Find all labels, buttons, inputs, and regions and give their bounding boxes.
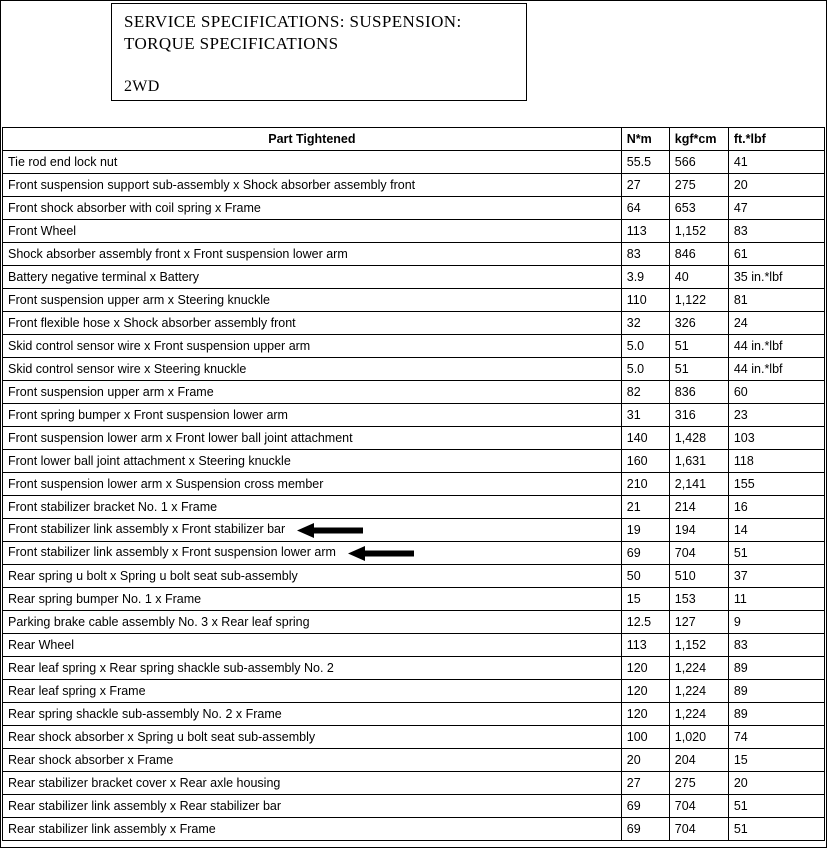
- part-tightened-text: Front stabilizer link assembly x Front suspension lower arm: [8, 545, 336, 560]
- kgfcm-value-cell: 510: [669, 565, 728, 588]
- kgfcm-value-cell: 1,224: [669, 703, 728, 726]
- table-row: [3, 266, 825, 289]
- part-tightened-cell: [3, 381, 622, 404]
- nm-value-cell: 120: [621, 680, 669, 703]
- part-tightened-cell: [3, 634, 622, 657]
- table-row: [3, 772, 825, 795]
- part-tightened-cell: [3, 519, 622, 542]
- part-tightened-cell: [3, 542, 622, 565]
- page-title-line2: TORQUE SPECIFICATIONS: [124, 34, 339, 53]
- part-tightened-text: Rear stabilizer link assembly x Frame: [8, 822, 216, 836]
- part-tightened-text: Rear shock absorber x Spring u bolt seat sub-assembly: [8, 730, 316, 744]
- table-row: [3, 726, 825, 749]
- part-tightened-cell: [3, 657, 622, 680]
- part-tightened-text: Front stabilizer bracket No. 1 x Frame: [8, 500, 218, 514]
- ftlbf-value-cell: 89: [728, 703, 824, 726]
- part-tightened-text: Tie rod end lock nut: [8, 155, 118, 169]
- kgfcm-value-cell: 846: [669, 243, 728, 266]
- part-tightened-cell: [3, 335, 622, 358]
- nm-value-cell: 140: [621, 427, 669, 450]
- part-tightened-text: Rear shock absorber x Frame: [8, 753, 174, 767]
- kgfcm-value-cell: 1,631: [669, 450, 728, 473]
- part-tightened-cell: [3, 703, 622, 726]
- nm-value-cell: 21: [621, 496, 669, 519]
- part-tightened-cell: [3, 243, 622, 266]
- part-tightened-text: Rear leaf spring x Frame: [8, 684, 146, 698]
- part-tightened-cell: [3, 174, 622, 197]
- nm-value-cell: 50: [621, 565, 669, 588]
- table-row: [3, 427, 825, 450]
- nm-value-cell: 12.5: [621, 611, 669, 634]
- table-row: [3, 680, 825, 703]
- part-tightened-text: Front suspension lower arm x Front lower ball joint attachment: [8, 431, 353, 445]
- nm-value-cell: 31: [621, 404, 669, 427]
- title-box: [111, 3, 527, 101]
- nm-value-cell: 100: [621, 726, 669, 749]
- pointer-arrow-icon: [348, 546, 414, 561]
- part-tightened-text: Rear spring shackle sub-assembly No. 2 x Frame: [8, 707, 282, 721]
- nm-value-cell: 32: [621, 312, 669, 335]
- ftlbf-value-cell: 81: [728, 289, 824, 312]
- table-row: [3, 795, 825, 818]
- ftlbf-value-cell: 16: [728, 496, 824, 519]
- table-row: [3, 749, 825, 772]
- kgfcm-value-cell: 204: [669, 749, 728, 772]
- nm-value-cell: 5.0: [621, 358, 669, 381]
- kgfcm-value-cell: 194: [669, 519, 728, 542]
- kgfcm-value-cell: 40: [669, 266, 728, 289]
- table-row: [3, 703, 825, 726]
- kgfcm-value-cell: 836: [669, 381, 728, 404]
- nm-value-cell: 64: [621, 197, 669, 220]
- kgfcm-value-cell: 1,224: [669, 680, 728, 703]
- part-tightened-cell: [3, 197, 622, 220]
- nm-value-cell: 210: [621, 473, 669, 496]
- part-tightened-text: Rear spring u bolt x Spring u bolt seat sub-assembly: [8, 569, 298, 583]
- part-tightened-cell: [3, 473, 622, 496]
- kgfcm-value-cell: 153: [669, 588, 728, 611]
- table-row: [3, 519, 825, 542]
- table-row: [3, 588, 825, 611]
- column-header-nm: N*m: [621, 128, 669, 151]
- table-row: [3, 289, 825, 312]
- part-tightened-cell: [3, 404, 622, 427]
- column-header-part-tightened: Part Tightened: [3, 128, 622, 151]
- ftlbf-value-cell: 51: [728, 542, 824, 565]
- table-row: [3, 565, 825, 588]
- nm-value-cell: 82: [621, 381, 669, 404]
- ftlbf-value-cell: 51: [728, 795, 824, 818]
- part-tightened-cell: [3, 289, 622, 312]
- table-row: [3, 335, 825, 358]
- ftlbf-value-cell: 37: [728, 565, 824, 588]
- ftlbf-value-cell: 51: [728, 818, 824, 841]
- kgfcm-value-cell: 51: [669, 335, 728, 358]
- table-row: [3, 312, 825, 335]
- kgfcm-value-cell: 1,122: [669, 289, 728, 312]
- table-row: [3, 151, 825, 174]
- kgfcm-value-cell: 1,152: [669, 220, 728, 243]
- part-tightened-cell: [3, 358, 622, 381]
- drivetrain-label: 2WD: [124, 78, 160, 95]
- table-row: [3, 404, 825, 427]
- part-tightened-cell: [3, 818, 622, 841]
- ftlbf-value-cell: 14: [728, 519, 824, 542]
- kgfcm-value-cell: 214: [669, 496, 728, 519]
- ftlbf-value-cell: 61: [728, 243, 824, 266]
- kgfcm-value-cell: 1,020: [669, 726, 728, 749]
- nm-value-cell: 83: [621, 243, 669, 266]
- kgfcm-value-cell: 51: [669, 358, 728, 381]
- table-row: [3, 496, 825, 519]
- ftlbf-value-cell: 44 in.*lbf: [728, 335, 824, 358]
- part-tightened-cell: [3, 795, 622, 818]
- table-row: [3, 243, 825, 266]
- part-tightened-text: Battery negative terminal x Battery: [8, 270, 200, 284]
- kgfcm-value-cell: 127: [669, 611, 728, 634]
- table-row: [3, 381, 825, 404]
- ftlbf-value-cell: 23: [728, 404, 824, 427]
- ftlbf-value-cell: 74: [728, 726, 824, 749]
- table-row: [3, 542, 825, 565]
- part-tightened-cell: [3, 588, 622, 611]
- ftlbf-value-cell: 60: [728, 381, 824, 404]
- part-tightened-text: Rear Wheel: [8, 638, 74, 652]
- kgfcm-value-cell: 566: [669, 151, 728, 174]
- nm-value-cell: 20: [621, 749, 669, 772]
- page-title-line1: SERVICE SPECIFICATIONS: SUSPENSION:: [124, 12, 462, 31]
- part-tightened-text: Rear stabilizer link assembly x Rear stabilizer bar: [8, 799, 282, 813]
- nm-value-cell: 15: [621, 588, 669, 611]
- part-tightened-cell: [3, 312, 622, 335]
- ftlbf-value-cell: 83: [728, 220, 824, 243]
- ftlbf-value-cell: 9: [728, 611, 824, 634]
- pointer-arrow-icon: [297, 523, 363, 538]
- kgfcm-value-cell: 275: [669, 174, 728, 197]
- ftlbf-value-cell: 20: [728, 174, 824, 197]
- kgfcm-value-cell: 704: [669, 795, 728, 818]
- part-tightened-text: Front lower ball joint attachment x Steering knuckle: [8, 454, 291, 468]
- nm-value-cell: 19: [621, 519, 669, 542]
- nm-value-cell: 3.9: [621, 266, 669, 289]
- table-row: [3, 197, 825, 220]
- nm-value-cell: 55.5: [621, 151, 669, 174]
- nm-value-cell: 110: [621, 289, 669, 312]
- nm-value-cell: 113: [621, 220, 669, 243]
- column-header-ftlbf: ft.*lbf: [728, 128, 824, 151]
- ftlbf-value-cell: 89: [728, 657, 824, 680]
- table-row: [3, 634, 825, 657]
- table-row: [3, 358, 825, 381]
- part-tightened-cell: [3, 266, 622, 289]
- kgfcm-value-cell: 326: [669, 312, 728, 335]
- part-tightened-text: Front flexible hose x Shock absorber assembly front: [8, 316, 296, 330]
- ftlbf-value-cell: 89: [728, 680, 824, 703]
- nm-value-cell: 120: [621, 703, 669, 726]
- table-row: [3, 611, 825, 634]
- part-tightened-text: Front stabilizer link assembly x Front stabilizer bar: [8, 522, 286, 537]
- kgfcm-value-cell: 653: [669, 197, 728, 220]
- ftlbf-value-cell: 11: [728, 588, 824, 611]
- ftlbf-value-cell: 41: [728, 151, 824, 174]
- part-tightened-cell: [3, 726, 622, 749]
- nm-value-cell: 27: [621, 174, 669, 197]
- nm-value-cell: 160: [621, 450, 669, 473]
- kgfcm-value-cell: 316: [669, 404, 728, 427]
- nm-value-cell: 69: [621, 795, 669, 818]
- kgfcm-value-cell: 1,152: [669, 634, 728, 657]
- part-tightened-text: Skid control sensor wire x Steering knuckle: [8, 362, 247, 376]
- part-tightened-text: Skid control sensor wire x Front suspension upper arm: [8, 339, 311, 353]
- part-tightened-text: Front suspension upper arm x Frame: [8, 385, 214, 399]
- ftlbf-value-cell: 35 in.*lbf: [728, 266, 824, 289]
- ftlbf-value-cell: 24: [728, 312, 824, 335]
- nm-value-cell: 5.0: [621, 335, 669, 358]
- part-tightened-text: Front Wheel: [8, 224, 77, 238]
- part-tightened-text: Front suspension lower arm x Suspension cross member: [8, 477, 324, 491]
- ftlbf-value-cell: 103: [728, 427, 824, 450]
- kgfcm-value-cell: 2,141: [669, 473, 728, 496]
- part-tightened-cell: [3, 680, 622, 703]
- part-tightened-text: Front suspension support sub-assembly x Shock absorber assembly front: [8, 178, 416, 192]
- table-row: [3, 220, 825, 243]
- kgfcm-value-cell: 1,224: [669, 657, 728, 680]
- part-tightened-text: Rear spring bumper No. 1 x Frame: [8, 592, 202, 606]
- part-tightened-cell: [3, 772, 622, 795]
- part-tightened-text: Shock absorber assembly front x Front suspension lower arm: [8, 247, 348, 261]
- part-tightened-cell: [3, 565, 622, 588]
- part-tightened-cell: [3, 611, 622, 634]
- table-row: [3, 473, 825, 496]
- table-header-row: [3, 128, 825, 151]
- kgfcm-value-cell: 275: [669, 772, 728, 795]
- table-row: [3, 657, 825, 680]
- torque-spec-table: [2, 127, 825, 841]
- part-tightened-cell: [3, 427, 622, 450]
- part-tightened-text: Rear leaf spring x Rear spring shackle sub-assembly No. 2: [8, 661, 334, 675]
- nm-value-cell: 69: [621, 542, 669, 565]
- kgfcm-value-cell: 704: [669, 818, 728, 841]
- kgfcm-value-cell: 704: [669, 542, 728, 565]
- part-tightened-cell: [3, 496, 622, 519]
- nm-value-cell: 69: [621, 818, 669, 841]
- part-tightened-text: Front shock absorber with coil spring x Frame: [8, 201, 261, 215]
- part-tightened-cell: [3, 220, 622, 243]
- table-row: [3, 450, 825, 473]
- part-tightened-cell: [3, 151, 622, 174]
- table-row: [3, 818, 825, 841]
- part-tightened-cell: [3, 450, 622, 473]
- nm-value-cell: 113: [621, 634, 669, 657]
- ftlbf-value-cell: 15: [728, 749, 824, 772]
- part-tightened-text: Rear stabilizer bracket cover x Rear axle housing: [8, 776, 281, 790]
- ftlbf-value-cell: 47: [728, 197, 824, 220]
- kgfcm-value-cell: 1,428: [669, 427, 728, 450]
- ftlbf-value-cell: 83: [728, 634, 824, 657]
- nm-value-cell: 27: [621, 772, 669, 795]
- ftlbf-value-cell: 118: [728, 450, 824, 473]
- ftlbf-value-cell: 155: [728, 473, 824, 496]
- part-tightened-text: Front spring bumper x Front suspension lower arm: [8, 408, 288, 422]
- nm-value-cell: 120: [621, 657, 669, 680]
- part-tightened-cell: [3, 749, 622, 772]
- ftlbf-value-cell: 44 in.*lbf: [728, 358, 824, 381]
- table-row: [3, 174, 825, 197]
- ftlbf-value-cell: 20: [728, 772, 824, 795]
- part-tightened-text: Front suspension upper arm x Steering knuckle: [8, 293, 270, 307]
- part-tightened-text: Parking brake cable assembly No. 3 x Rear leaf spring: [8, 615, 310, 629]
- column-header-kgfcm: kgf*cm: [669, 128, 728, 151]
